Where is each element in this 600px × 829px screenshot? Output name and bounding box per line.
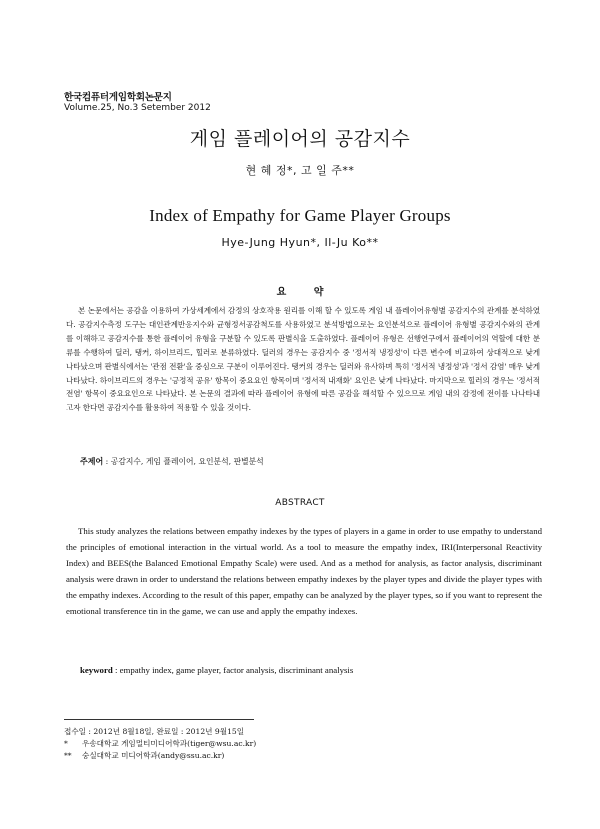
footnotes xyxy=(64,726,256,762)
abstract-english-text: This study analyzes the relations between empathy indexes by the types of players in a game in order to use empathy to understand the principles of emotional interaction in the virtual world. As a tool to measure the empathy index, IRI(Interpersonal Reactivity Index) and BEES(the Balanced Emotional Empathy Scale) were used. And as a method for analysis, as factor analysis, discriminant analysis were drawn in order to understand the relations between empathy indexes by the player types and divide the player types with the empathy indexes. According to the result of this paper, empathy can be analyzed by the player types, so if you want to represent the emotional transference tin in the game, we can use and apply the empathy indexes. xyxy=(66,526,542,617)
paper-title-korean: 게임 플레이어의 공감지수 xyxy=(189,128,411,150)
authors-english: Hye-Jung Hyun*, Il-Ju Ko** xyxy=(221,236,379,249)
keywords-korean-label: 주제어 xyxy=(80,457,104,466)
keywords-english xyxy=(80,665,353,675)
keywords-english-label: keyword xyxy=(80,665,113,675)
journal-volume: Volume.25, No.3 Setember 2012 xyxy=(64,103,211,113)
journal-header xyxy=(64,92,211,114)
keywords-korean-separator: : xyxy=(103,457,111,466)
footnote-mark: * xyxy=(64,739,68,748)
abstract-korean-text: 본 논문에서는 공감을 이용하여 가상세계에서 감정의 상호작용 원리를 이해 할 수 있도록 게임 내 플레이어유형별 공감지수의 관계를 분석하였다. 공감지수측정 도구는 대인관계반응지수와 균형정서공감척도를 사용하였고 분석방법으로는 요인분석으로 플레이어 유형별 공감지수와의 관계를 이해하고 공감지수를 통한 플레이어 유형을 구분할 수 있도록 판별식을 도출하였다. 플레이어 유형은 선행연구에서 플레이어의 역할에 대한 분류를 수행하여 딜러, 탱커, 하이브리드, 힐러로 분류하였다. 딜러의 경우는 공감지수 중 '정서적 냉정성'이 다른 변수에 비교하여 상대적으로 낮게 나타났으며 판별식에서는 '관점 전환'을 중심으로 구분이 이루어진다. 탱커의 경우는 딜러와 유사하며 특히 '정서적 냉정성'과 '정서 감염' 매우 낮게 나타났다. 하이브리드의 경우는 '긍정적 공유' 항목이 중요요인 항목이며 '정서적 내재화' 요인은 낮게 나타났다. 마지막으로 힐러의 경우는 '정서적 전염' 항목이 중요요인으로 나타났다. 본 논문의 결과에 따라 플레이어 유형에 따른 공감을 해석할 수 있으므로 게임 내의 감정에 전이를 나나타내고자 한다면 공감지수를 활용하여 적용할 수 있을 것이다. xyxy=(66,306,540,413)
keywords-korean xyxy=(80,456,264,467)
abstract-korean-heading: 요 약 xyxy=(276,287,336,298)
abstract-english-heading: ABSTRACT xyxy=(275,498,325,508)
footnote-text: 숭실대학교 미디어학과(andy@ssu.ac.kr) xyxy=(82,751,225,760)
footnote-dates: 접수일 : 2012년 8월18일, 완료일 : 2012년 9월15일 xyxy=(64,727,245,736)
journal-name: 한국컴퓨터게임학회논문지 xyxy=(64,92,172,103)
paper-title-english: Index of Empathy for Game Player Groups xyxy=(149,206,451,225)
authors-korean: 현 혜 정*, 고 일 주** xyxy=(245,164,355,177)
footnote-divider xyxy=(64,719,254,720)
footnote-author-2 xyxy=(64,750,256,762)
keywords-english-separator: : xyxy=(112,665,120,675)
footnote-mark: ** xyxy=(64,751,72,760)
footnote-author-1 xyxy=(64,738,256,750)
keywords-english-text: empathy index, game player, factor analysis, discriminant analysis xyxy=(119,665,354,675)
footnote-text: 우송대학교 게임멀티미디어학과(tiger@wsu.ac.kr) xyxy=(82,739,257,748)
keywords-korean-text: 공감지수, 게임 플레이어, 요인분석, 판별분석 xyxy=(110,457,264,466)
